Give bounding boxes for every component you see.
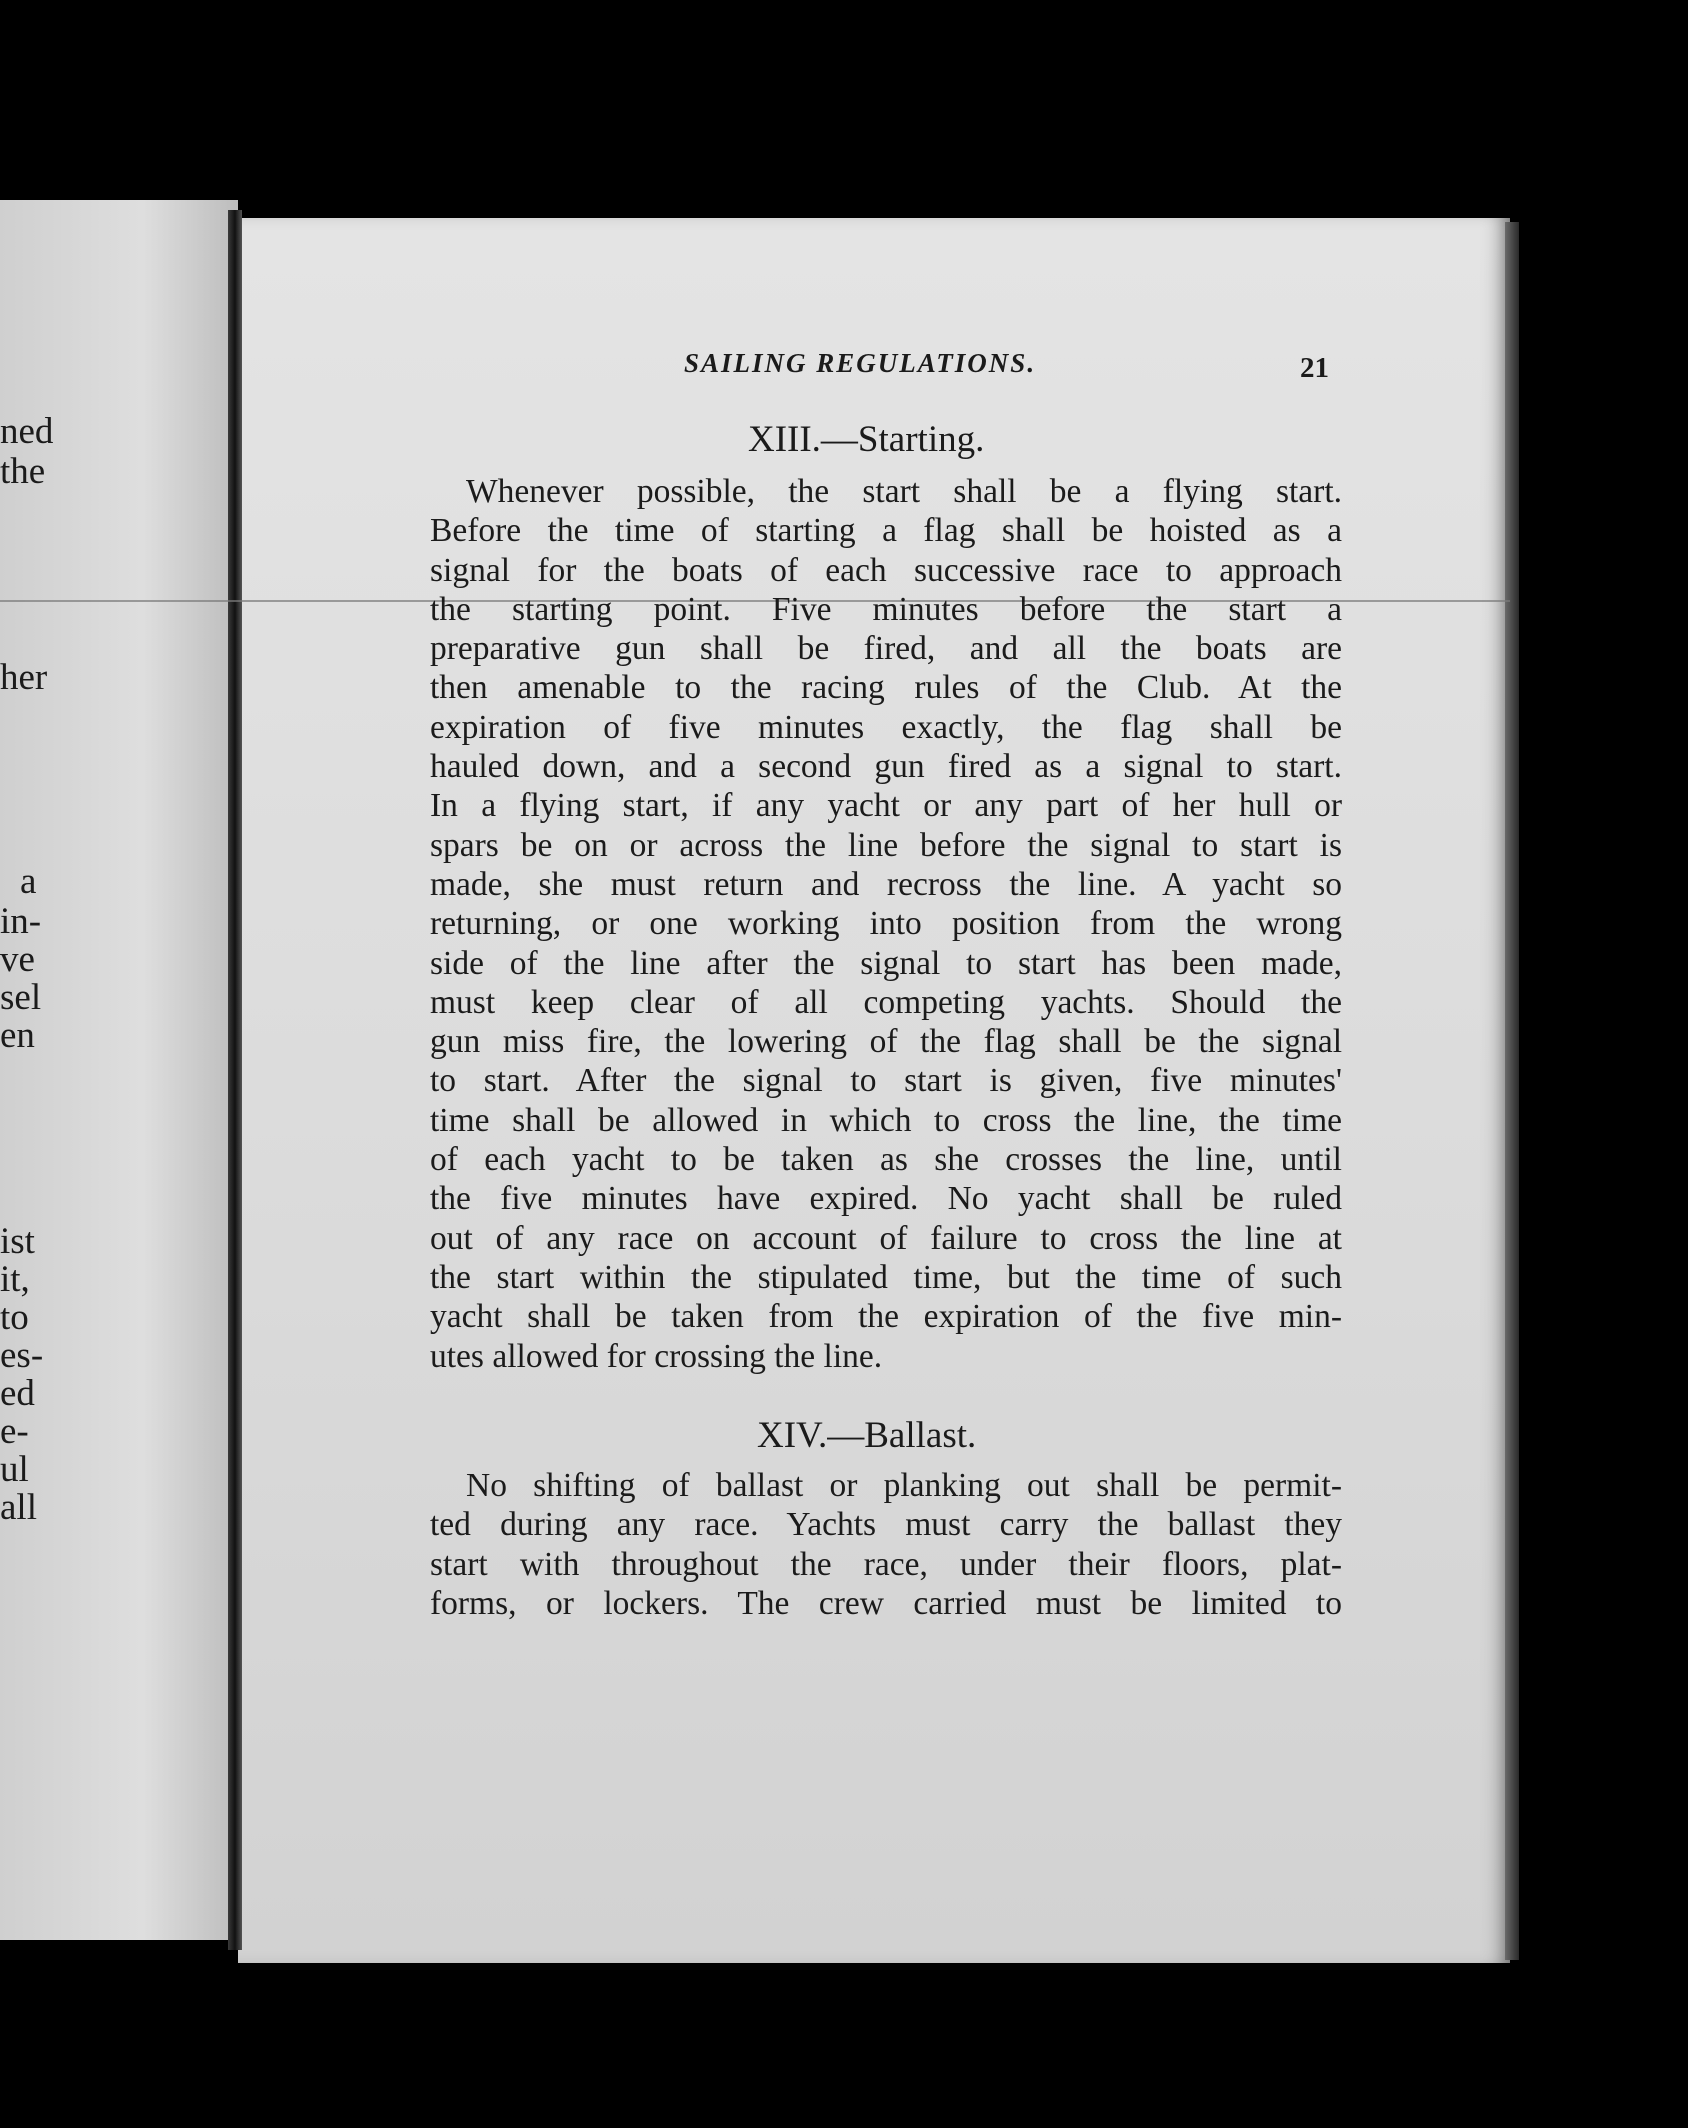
text-line: In a flying start, if any yacht or any part of her hull or (430, 787, 1342, 825)
text-line: gun miss fire, the lowering of the flag shall be the signal (430, 1023, 1342, 1061)
text-line: the start within the stipulated time, but the time of such (430, 1258, 1342, 1296)
text-line: start with throughout the race, under their floors, plat- (430, 1545, 1342, 1583)
left-fragment: it, (0, 1259, 30, 1300)
text-line: to start. After the signal to start is given, five minutes' (430, 1062, 1342, 1100)
text-line: the starting point. Five minutes before the start a (430, 590, 1342, 628)
text-line: yacht shall be taken from the expiration of the five min- (430, 1298, 1342, 1336)
section-heading-starting: XIII.—Starting. (748, 419, 985, 460)
left-fragment: ed (0, 1373, 35, 1414)
text-line: hauled down, and a second gun fired as a signal to start. (430, 748, 1342, 786)
left-fragment: sel (0, 977, 42, 1018)
text-line: returning, or one working into position from the wrong (430, 905, 1342, 943)
text-line: signal for the boats of each successive race to approach (430, 551, 1342, 589)
left-fragment: a (20, 861, 37, 902)
text-line: must keep clear of all competing yachts. Should the (430, 983, 1342, 1021)
page-edge (1505, 222, 1519, 1960)
text-line: utes allowed for crossing the line. (430, 1337, 883, 1375)
left-fragment: all (0, 1487, 37, 1528)
text-line: then amenable to the racing rules of the Club. At the (430, 669, 1342, 707)
left-fragment: ist (0, 1221, 35, 1262)
page-number: 21 (1300, 352, 1329, 384)
text-line: of each yacht to be taken as she crosses the line, until (430, 1141, 1342, 1179)
text-line: preparative gun shall be fired, and all the boats are (430, 630, 1342, 668)
text-line: ted during any race. Yachts must carry the ballast they (430, 1506, 1342, 1544)
left-fragment: in- (0, 901, 42, 942)
text-line: forms, or lockers. The crew carried must be limited to (430, 1584, 1342, 1622)
text-line: Before the time of starting a flag shall be hoisted as a (430, 512, 1342, 550)
left-fragment: to (0, 1297, 29, 1338)
section-heading-ballast: XIV.—Ballast. (757, 1415, 977, 1456)
text-line: made, she must return and recross the line. A yacht so (430, 865, 1342, 903)
left-fragment: her (0, 657, 48, 698)
text-line: expiration of five minutes exactly, the flag shall be (430, 708, 1342, 746)
running-head: SAILING REGULATIONS. (684, 348, 1037, 378)
left-fragment: ve (0, 939, 35, 980)
left-page (0, 200, 238, 1940)
left-fragment: en (0, 1015, 35, 1056)
text-line: out of any race on account of failure to cross the line at (430, 1219, 1342, 1257)
left-fragment: the (0, 451, 46, 492)
left-fragment: e- (0, 1411, 29, 1452)
left-fragment: ul (0, 1449, 29, 1490)
text-line: Whenever possible, the start shall be a flying start. (466, 473, 1342, 510)
paragraph-starting (430, 472, 1342, 1376)
book-binding (228, 210, 242, 1950)
left-fragment: es- (0, 1335, 44, 1376)
text-line: the five minutes have expired. No yacht shall be ruled (430, 1180, 1342, 1218)
text-line: time shall be allowed in which to cross the line, the time (430, 1101, 1342, 1139)
paragraph-ballast (430, 1466, 1342, 1623)
text-line: spars be on or across the line before the signal to start is (430, 826, 1342, 864)
text-line: No shifting of ballast or planking out shall be permit- (466, 1467, 1342, 1504)
text-line: side of the line after the signal to start has been made, (430, 944, 1342, 982)
left-fragment: ned (0, 411, 54, 452)
